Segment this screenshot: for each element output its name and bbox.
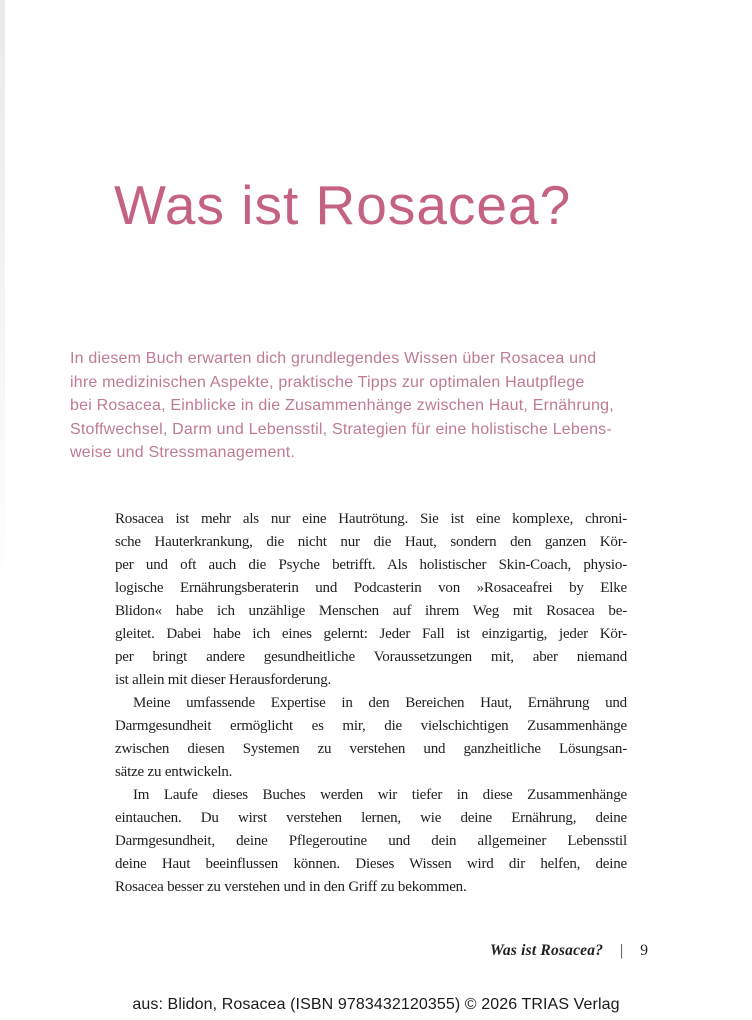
footer-chapter-title: Was ist Rosacea?	[490, 942, 604, 959]
chapter-title: Was ist Rosacea?	[114, 173, 572, 236]
body-line: Rosacea ist mehr als nur eine Hautrötung. Sie ist eine komplexe, chroni-	[115, 511, 627, 527]
footer-separator: |	[620, 942, 624, 959]
running-footer	[490, 942, 648, 960]
body-line: Rosacea besser zu verstehen und in den Griff zu bekommen.	[115, 879, 467, 895]
body-line: sätze zu entwickeln.	[115, 764, 233, 780]
body-line: Im Laufe dieses Buches werden wir tiefer in diese Zusammenhänge	[133, 787, 627, 803]
page-number: 9	[640, 942, 648, 959]
body-line: per bringt andere gesundheitliche Voraussetzungen mit, aber niemand	[115, 649, 627, 665]
body-line: gleitet. Dabei habe ich eines gelernt: Jeder Fall ist einzigartig, jeder Kör-	[115, 626, 627, 642]
body-text	[115, 508, 627, 899]
scan-edge-artifact	[0, 0, 5, 600]
intro-line: ihre medizinischen Aspekte, praktische Tipps zur optimalen Hautpflege	[70, 373, 585, 391]
body-line: logische Ernährungsberaterin und Podcasterin von »Rosaceafrei by Elke	[115, 580, 627, 596]
source-credit-line: aus: Blidon, Rosacea (ISBN 9783432120355) © 2026 TRIAS Verlag	[132, 996, 620, 1013]
body-line: zwischen diesen Systemen zu verstehen und ganzheitliche Lösungsan-	[115, 741, 627, 757]
body-line: Meine umfassende Expertise in den Bereichen Haut, Ernährung und	[133, 695, 627, 711]
intro-paragraph	[70, 347, 670, 465]
body-line: per und oft auch die Psyche betrifft. Als holistischer Skin-Coach, physio-	[115, 557, 627, 573]
intro-line: weise und Stressmanagement.	[70, 444, 296, 461]
body-line: Darmgesundheit, deine Pflegeroutine und dein allgemeiner Lebensstil	[115, 833, 627, 849]
intro-line: bei Rosacea, Einblicke in die Zusammenhänge zwischen Haut, Ernährung,	[70, 397, 614, 414]
body-line: ist allein mit dieser Herausforderung.	[115, 672, 332, 688]
intro-line: In diesem Buch erwarten dich grundlegendes Wissen über Rosacea und	[70, 350, 597, 367]
body-line: deine Haut beeinflussen können. Dieses Wissen wird dir helfen, deine	[115, 856, 627, 872]
body-line: eintauchen. Du wirst verstehen lernen, wie deine Ernährung, deine	[115, 810, 627, 826]
body-line: Blidon« habe ich unzählige Menschen auf ihrem Weg mit Rosacea be-	[115, 603, 627, 619]
body-line: sche Hauterkrankung, die nicht nur die Haut, sondern den ganzen Kör-	[115, 534, 627, 550]
intro-line: Stoffwechsel, Darm und Lebensstil, Strategien für eine holistische Lebens-	[70, 420, 612, 438]
body-line: Darmgesundheit ermöglicht es mir, die vielschichtigen Zusammenhänge	[115, 718, 627, 734]
